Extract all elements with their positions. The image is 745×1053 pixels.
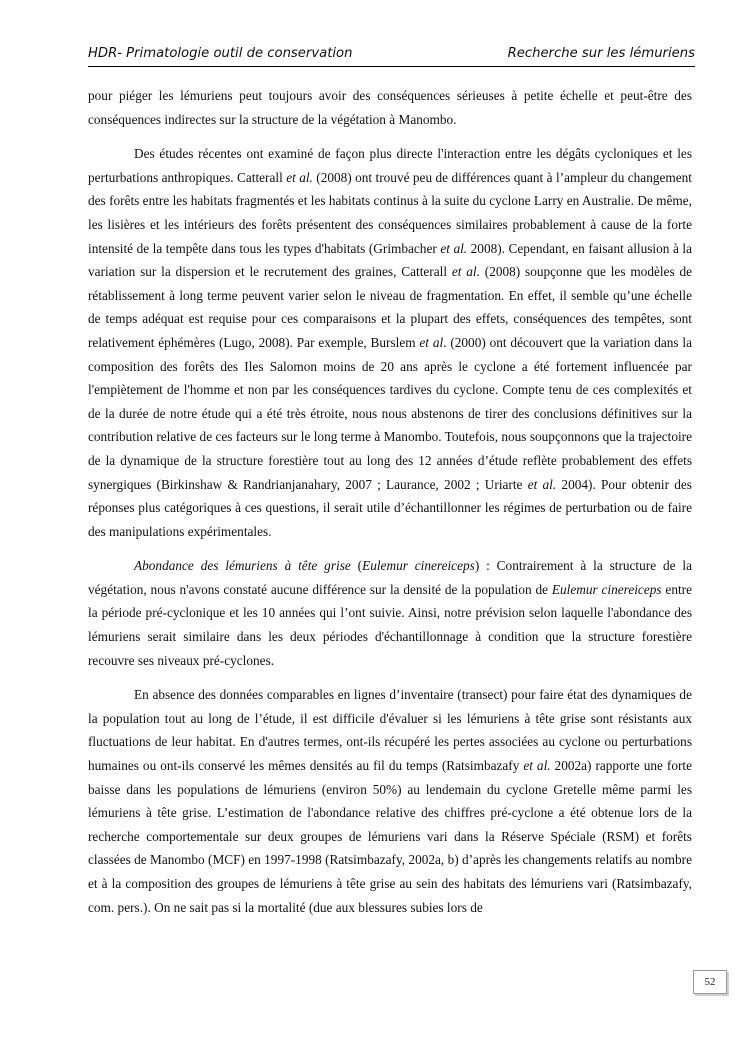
header-right-title: Recherche sur les lémuriens [507, 46, 695, 61]
page-number: 52 [693, 970, 727, 994]
italic-text: et al. [527, 476, 557, 492]
italic-text: et al. [440, 240, 468, 256]
text-run: ) : Contrairement à la structure de la végétation, nous n'avons constaté aucune différence sur la densité de la population de [88, 558, 692, 597]
italic-text: Eulemur cinereiceps [551, 581, 662, 597]
text-run: pour piéger les lémuriens peut toujours avoir des conséquences sérieuses à petite échelle et peut-être des conséquences indirectes sur la structure de la végétation à Manombo. [88, 88, 692, 127]
italic-text: et al. [451, 264, 480, 280]
text-run: (2008) ont trouvé peu de différences quant à l’ampleur du changement des forêts entre les habitats fragmentés et les habitats continus à la suite du cyclone Larry en Australie. De même, les lisières et les intérieurs des forêts présentent des conséquences similaires probablement à cause de la forte intensité de la tempête dans tous les types d'habitats (Grimbacher [88, 169, 692, 256]
text-run: . (2000) ont découvert que la variation dans la composition des forêts des Iles Salomon moins de 20 ans après le cyclone a été fortement influencée par l'empiètement de l'homme et non par les conséquences tardives du cyclone. Compte tenu de ces complexités et de la durée de notre étude qui a été très étroite, nous nous abstenons de tirer des conclusions définitives sur la contribution relative de ces facteurs sur le long terme à Manombo. Toutefois, nous soupçonnons que la trajectoire de la dynamique de la structure forestière tout au long des 12 années d’étude reflète probablement des effets synergiques (Birkinshaw & Randrianjanahary, 2007 ; Laurance, 2002 ; Uriarte [88, 334, 692, 492]
text-run: 2008). Cependant, en faisant allusion à la variation sur la dispersion et le recrutement des graines, Catterall [88, 240, 692, 280]
text-run: (2008) soupçonne que les modèles de rétablissement à long terme peuvent varier selon le niveau de fragmentation. En effet, il semble qu’une échelle de temps adéquat est requise pour ces comparaisons et la plupart des effets, conséquences des tempêtes, sont relativement éphémères (Lugo, 2008). Par exemple, Burslem [88, 264, 693, 350]
text-run: 2002a) rapporte une forte baisse dans les populations de lémuriens (environ 50%) au lendemain du cyclone Gretelle même parmi les lémuriens à tête grise. L’estimation de l'abondance relative des chiffres pré-cyclone a été obtenue lors de la recherche comportementale sur deux groupes de lémuriens vari dans la Réserve Spéciale (RSM) et forêts classées de Manombo (MCF) en 1997-1998 (Ratsimbazafy, 2002a, b) d’après les changements relatifs au nombre et à la composition des groupes de lémuriens à tête grise au sein des habitats des lémuriens vari (Ratsimbazafy, com. pers.). On ne sait pas si la mortalité (due aux blessures subies lors de [88, 758, 692, 915]
paragraph [88, 683, 692, 919]
italic-text: et al [419, 334, 444, 350]
italic-text: et al. [286, 169, 313, 185]
text-run: En absence des données comparables en lignes d’inventaire (transect) pour faire état des dynamiques de la population tout au long de l’étude, il est difficile d'évaluer si les lémuriens à tête grise sont résistants aux fluctuations de leur habitat. En d'autres termes, ont-ils récupéré les pertes associées au cyclone ou perturbations humaines ou ont-ils conservé les mêmes densités au fil du temps (Ratsimbazafy [88, 687, 692, 774]
text-run: Des études récentes ont examiné de façon plus directe l'interaction entre les dégâts cycloniques et les perturbations anthropiques. Catterall [88, 146, 692, 185]
italic-text: Eulemur cinereiceps [362, 558, 475, 574]
text-run: 2004). Pour obtenir des réponses plus catégoriques à ces questions, il serait utile d’échantillonner les régimes de perturbation ou de faire des manipulations expérimentales. [88, 476, 692, 539]
paragraph [88, 554, 692, 672]
text-run: ( [350, 558, 363, 574]
paragraph [88, 84, 692, 131]
body-text [88, 84, 692, 930]
paragraph [88, 142, 692, 543]
page-header [88, 40, 695, 67]
italic-text: et al. [523, 758, 551, 774]
italic-text: Abondance des lémuriens à tête grise [134, 558, 351, 574]
header-left-title: HDR- Primatologie outil de conservation [88, 46, 353, 61]
text-run: entre la période pré-cyclonique et les 10 années qui l’ont suivie. Ainsi, notre prévision selon laquelle l'abondance des lémuriens serait similaire dans les deux périodes d'échantillonnage à condition que la structure forestière recouvre ses niveaux pré-cyclones. [88, 581, 692, 668]
